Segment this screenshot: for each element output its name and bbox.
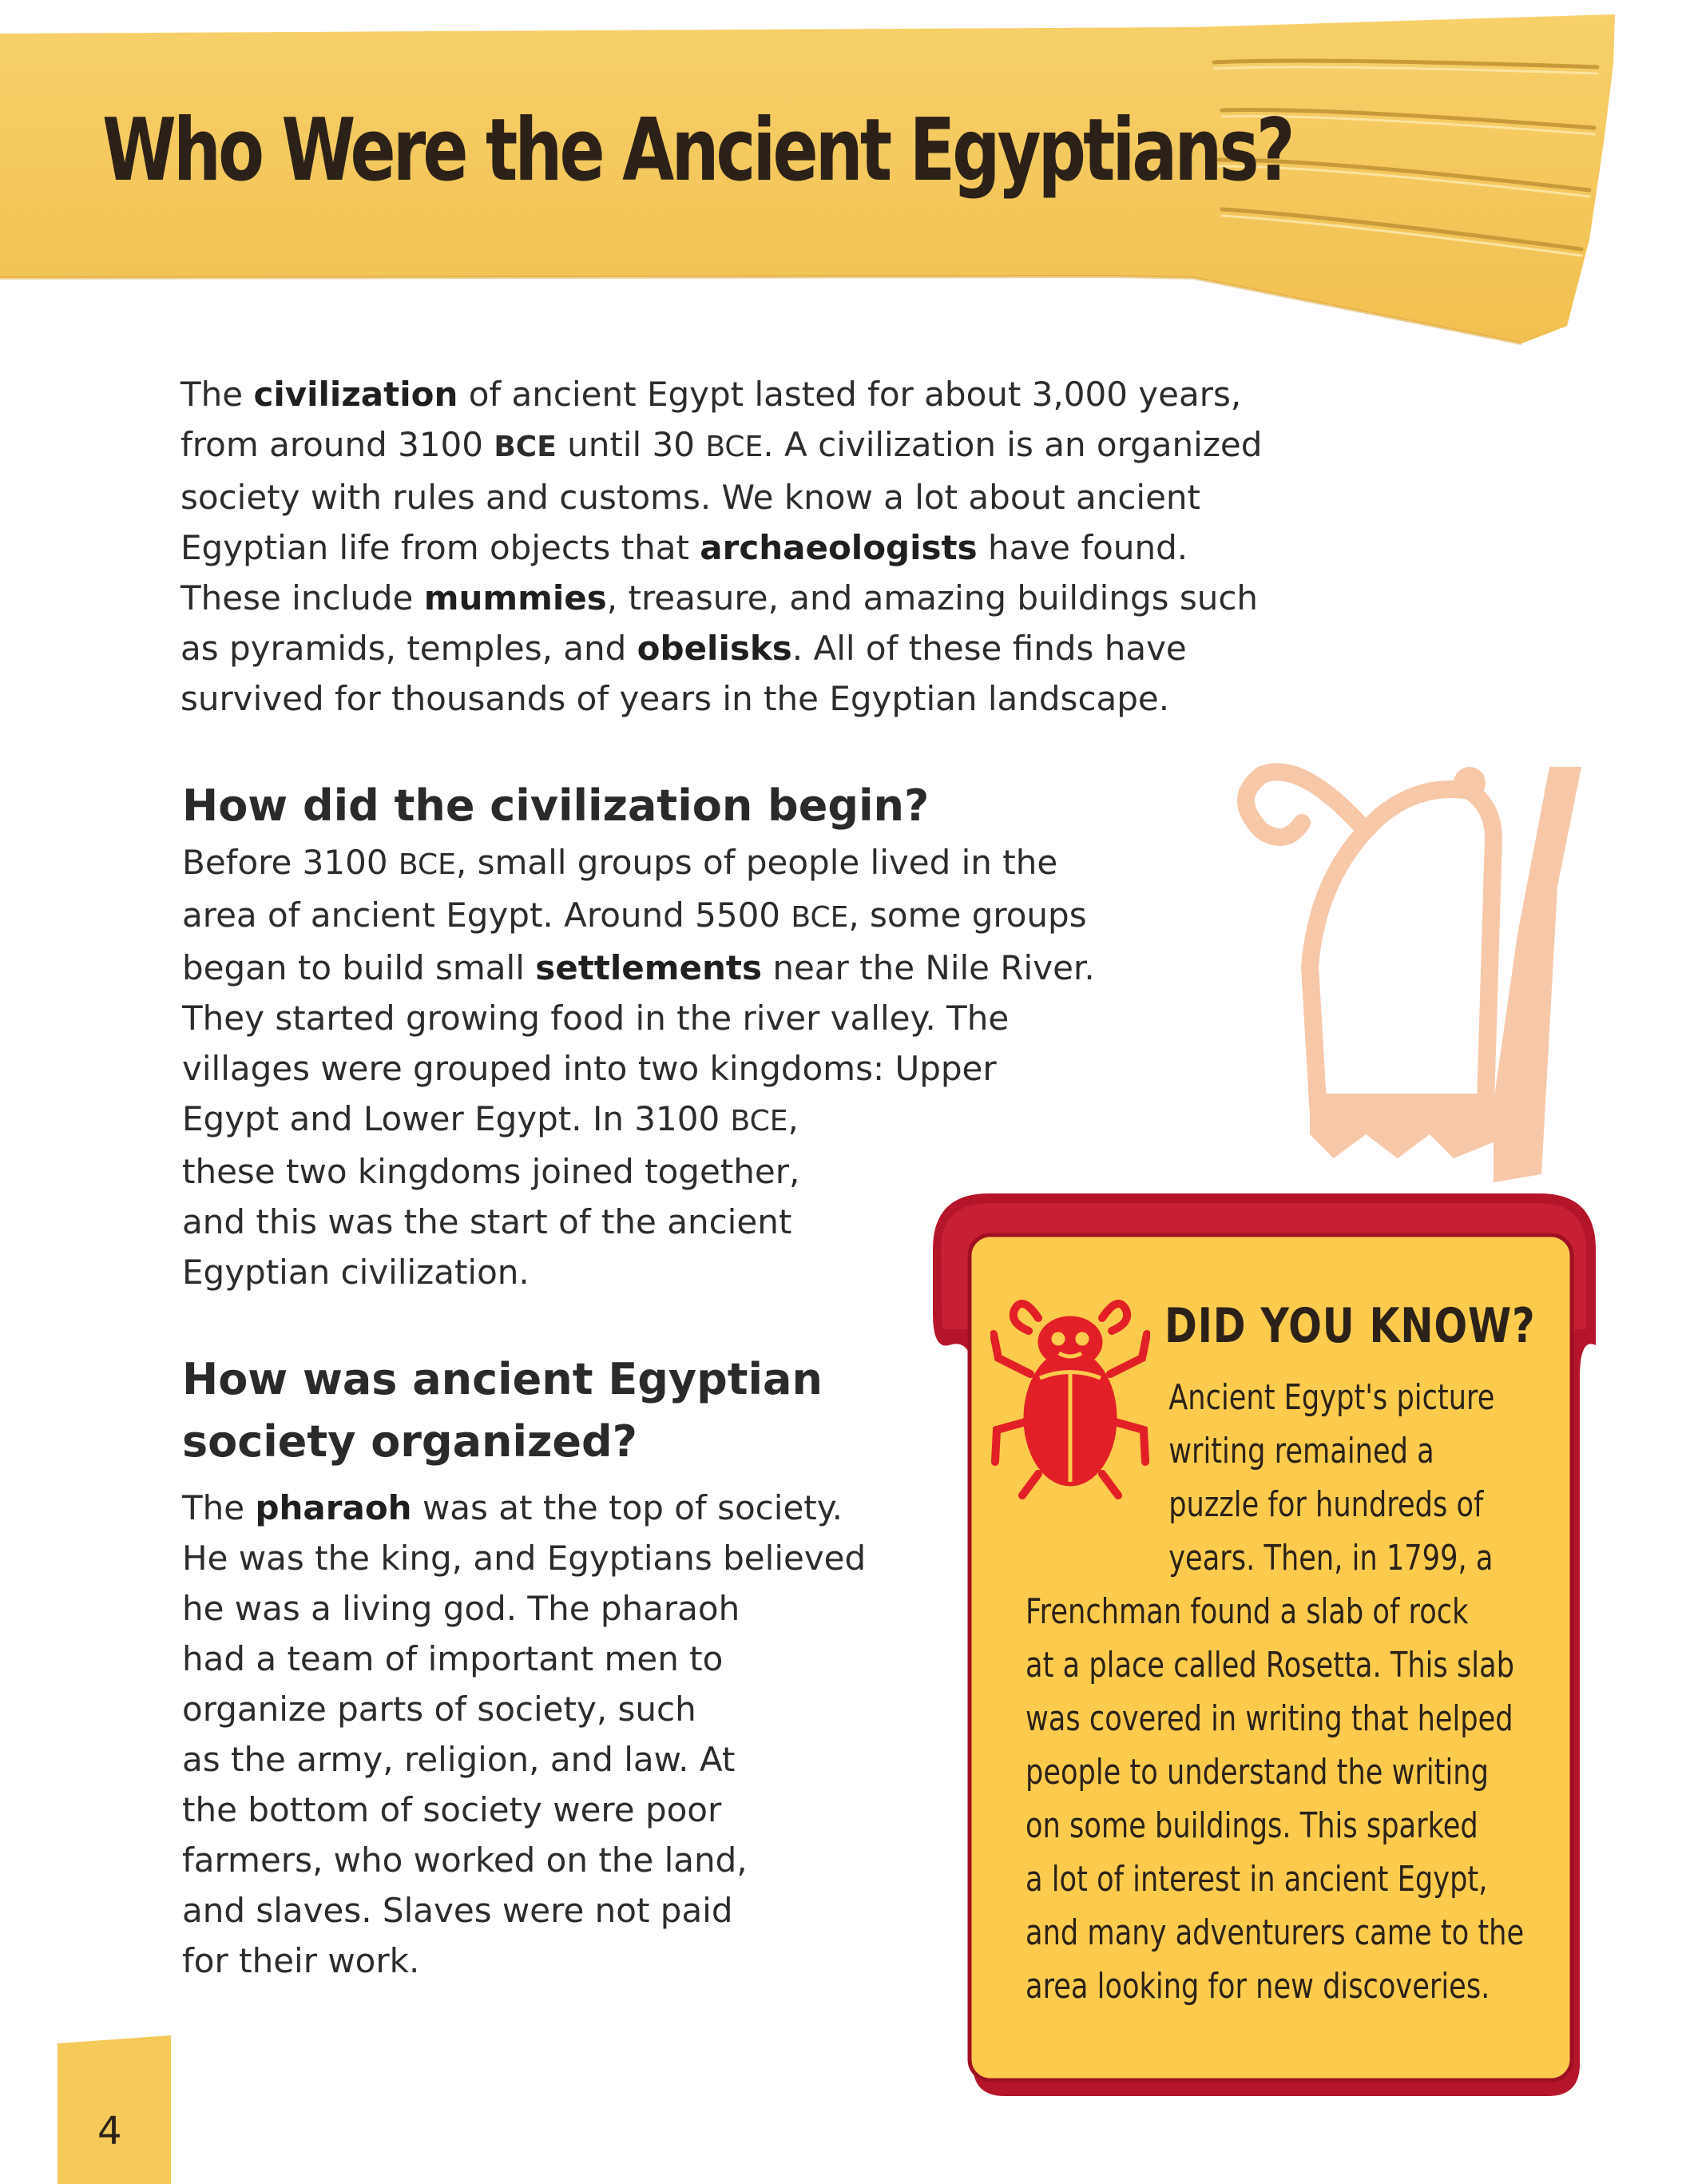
crown-icon: [1230, 727, 1581, 1190]
glossary-term: mummies: [423, 578, 607, 617]
text-line: began to build small settlements near the Nile River.: [182, 948, 1095, 987]
text-line: and this was the start of the ancient: [182, 1202, 792, 1241]
era-abbreviation: BCE: [730, 1105, 788, 1138]
era-abbreviation: BCE: [494, 431, 557, 463]
text-line: The pharaoh was at the top of society.: [182, 1488, 843, 1527]
text-line: They started growing food in the river valley. The: [182, 999, 1010, 1038]
glossary-term: settlements: [535, 948, 762, 987]
dyk-line: puzzle for hundreds of: [1168, 1484, 1484, 1525]
text-line: and slaves. Slaves were not paid: [182, 1891, 733, 1930]
text-line: The civilization of ancient Egypt lasted for about 3,000 years,: [181, 375, 1242, 414]
text-line: he was a living god. The pharaoh: [182, 1589, 740, 1628]
text-line: These include mummies, treasure, and amazing buildings such: [181, 578, 1259, 617]
era-abbreviation: BCE: [398, 848, 456, 881]
text-line: for their work.: [182, 1941, 420, 1980]
section-heading-society: [182, 1348, 823, 1473]
section-heading-begin: How did the civilization begin?: [182, 780, 930, 831]
dyk-line: Ancient Egypt's picture: [1168, 1377, 1495, 1418]
text-line: villages were grouped into two kingdoms: Upper: [182, 1049, 997, 1088]
page-title: Who Were the Ancient Egyptians?: [102, 101, 1292, 201]
text-line: Before 3100 BCE, small groups of people lived in the: [182, 843, 1058, 882]
text-line: these two kingdoms joined together,: [182, 1152, 800, 1191]
text-line: the bottom of society were poor: [182, 1790, 722, 1829]
era-abbreviation: BCE: [791, 901, 849, 934]
dyk-line: at a place called Rosetta. This slab: [1025, 1645, 1514, 1686]
text-line: organize parts of society, such: [182, 1690, 696, 1729]
intro-paragraph: [181, 369, 1426, 724]
glossary-term: obelisks: [637, 629, 792, 668]
text-line: as the army, religion, and law. At: [182, 1740, 736, 1779]
dyk-line: on some buildings. This sparked: [1025, 1805, 1478, 1846]
text-line: He was the king, and Egyptians believed: [182, 1539, 867, 1578]
heading-line: How was ancient Egyptian: [182, 1354, 823, 1404]
text-line: had a team of important men to: [182, 1639, 724, 1678]
dyk-line: Frenchman found a slab of rock: [1025, 1591, 1469, 1632]
page-number: 4: [97, 2109, 122, 2154]
dyk-line: years. Then, in 1799, a: [1168, 1538, 1494, 1578]
text-line: Egypt and Lower Egypt. In 3100 BCE,: [182, 1099, 799, 1138]
text-line: farmers, who worked on the land,: [182, 1841, 748, 1880]
dyk-line: and many adventurers came to the: [1025, 1912, 1525, 1953]
text-line: Egyptian civilization.: [182, 1253, 530, 1292]
dyk-line: was covered in writing that helped: [1025, 1698, 1513, 1739]
did-you-know-text: [1025, 1371, 1575, 2013]
glossary-term: civilization: [253, 375, 458, 414]
text-line: from around 3100 BCE until 30 BCE. A civilization is an organized: [181, 425, 1263, 464]
text-line: Egyptian life from objects that archaeologists have found.: [181, 528, 1188, 567]
dyk-line: area looking for new discoveries.: [1025, 1966, 1490, 2007]
text-line: survived for thousands of years in the Egyptian landscape.: [181, 679, 1170, 718]
dyk-line: writing remained a: [1168, 1431, 1434, 1471]
heading-line: society organized?: [182, 1416, 638, 1467]
glossary-term: pharaoh: [255, 1488, 412, 1527]
era-abbreviation: BCE: [705, 431, 764, 463]
glossary-term: archaeologists: [700, 528, 978, 567]
section-society-paragraph: [182, 1483, 981, 1986]
did-you-know-title: DID YOU KNOW?: [1164, 1298, 1536, 1354]
dyk-line: a lot of interest in ancient Egypt,: [1025, 1859, 1488, 1900]
text-line: as pyramids, temples, and obelisks. All of these finds have: [181, 629, 1187, 668]
text-line: society with rules and customs. We know a lot about ancient: [181, 478, 1201, 517]
text-line: area of ancient Egypt. Around 5500 BCE, some groups: [182, 895, 1087, 935]
dyk-line: people to understand the writing: [1025, 1752, 1489, 1793]
